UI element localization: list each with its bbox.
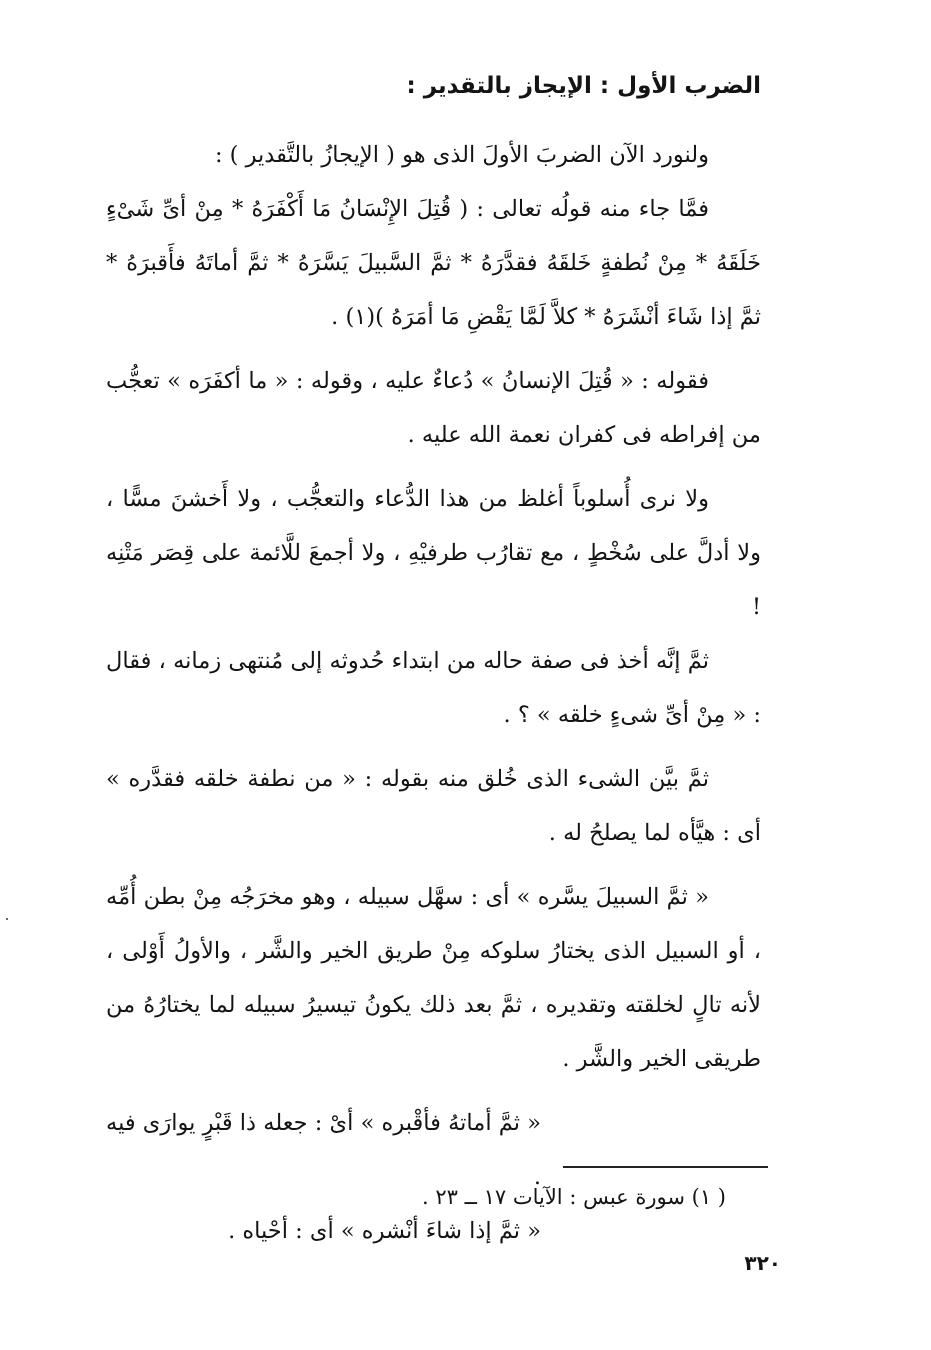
footnote-divider bbox=[563, 1166, 768, 1168]
paragraph-explanation-5: « ثمَّ السبيلَ يسَّره » أى : سهَّل سبيله ، وهو مخرَجُه مِنْ بطن أُمِّه ، أو السبيل الذى يختارُ سلوكه مِنْ طريق الخير والشَّر ، والأولُ أَوْلى ، لأنه تالٍ لخلقته وتقديره ، ثمَّ بعد ذلك يكونُ تيسيرُ سبيله لما يختارُهُ من طريقى الخير والشَّر . bbox=[106, 884, 761, 1072]
paragraph-explanation-4: ثمَّ بيَّن الشىء الذى خُلق منه بقوله : « من نطفة خلقه فقدَّره » أى : هيَّأه لما يصلحُ له . bbox=[106, 766, 761, 846]
paragraph-explanation-2: ولا نرى أُسلوباً أغلظ من هذا الدُّعاء والتعجُّب ، ولا أَخشنَ مسًّا ، ولا أدلَّ على سُخْطٍ ، مع تقارُب طرفيْهِ ، ولا أجمعَ للَّائمة على قِصَر مَتْنِه ! bbox=[106, 486, 761, 620]
paragraph-intro: ولنورد الآن الضربَ الأولَ الذى هو ( الإيجازُ بالتَّقدير ) : bbox=[214, 142, 709, 168]
paragraph-explanation-1: فقوله : « قُتِلَ الإنسانُ » دُعاءٌ عليه ، وقوله : « ما أكفَرَه » تعجُّب من إفراطه فى كفران نعمة الله عليه . bbox=[106, 368, 761, 448]
paragraph-explanation-7: « ثمَّ إذا شاءَ أنْشره » أى : أحْياه . bbox=[228, 1218, 541, 1244]
scan-speck bbox=[6, 918, 8, 920]
paragraph-explanation-3: ثمَّ إنَّه أخذ فى صفة حاله من ابتداء حُدوثه إلى مُنتهى زمانه ، فقال : « مِنْ أىِّ شىءٍ خلقه » ؟ . bbox=[106, 648, 761, 728]
page-number: ٣٢٠ bbox=[744, 1251, 781, 1275]
section-heading: الضرب الأول : الإيجاز بالتقدير : bbox=[406, 73, 761, 99]
paragraph-explanation-6: « ثمَّ أماتهُ فأقْبره » أىْ : جعله ذا قَبْرٍ يوارَى فيه . bbox=[106, 1110, 541, 1190]
footnote: ( ١) سورة عبس : الآيات ١٧ ــ ٢٣ . bbox=[422, 1185, 726, 1209]
body-text bbox=[106, 128, 761, 1258]
paragraph-quran-verse: فمَّا جاء منه قولُه تعالى : ( قُتِلَ الإِنْسَانُ مَا أَكْفَرَهُ * مِنْ أىِّ شَىْءٍ خَلَقَهُ * مِنْ نُطفةٍ خَلقَهُ فقدَّرَهُ * ثمَّ السَّبيلَ يَسَّرَهُ * ثمَّ أماتَهُ فأَقبرَهُ * ثمَّ إذا شَاءَ أنْشَرَهُ * كلاَّ لَمَّا يَقْضِ مَا أمَرَهُ )(١) . bbox=[106, 196, 761, 330]
